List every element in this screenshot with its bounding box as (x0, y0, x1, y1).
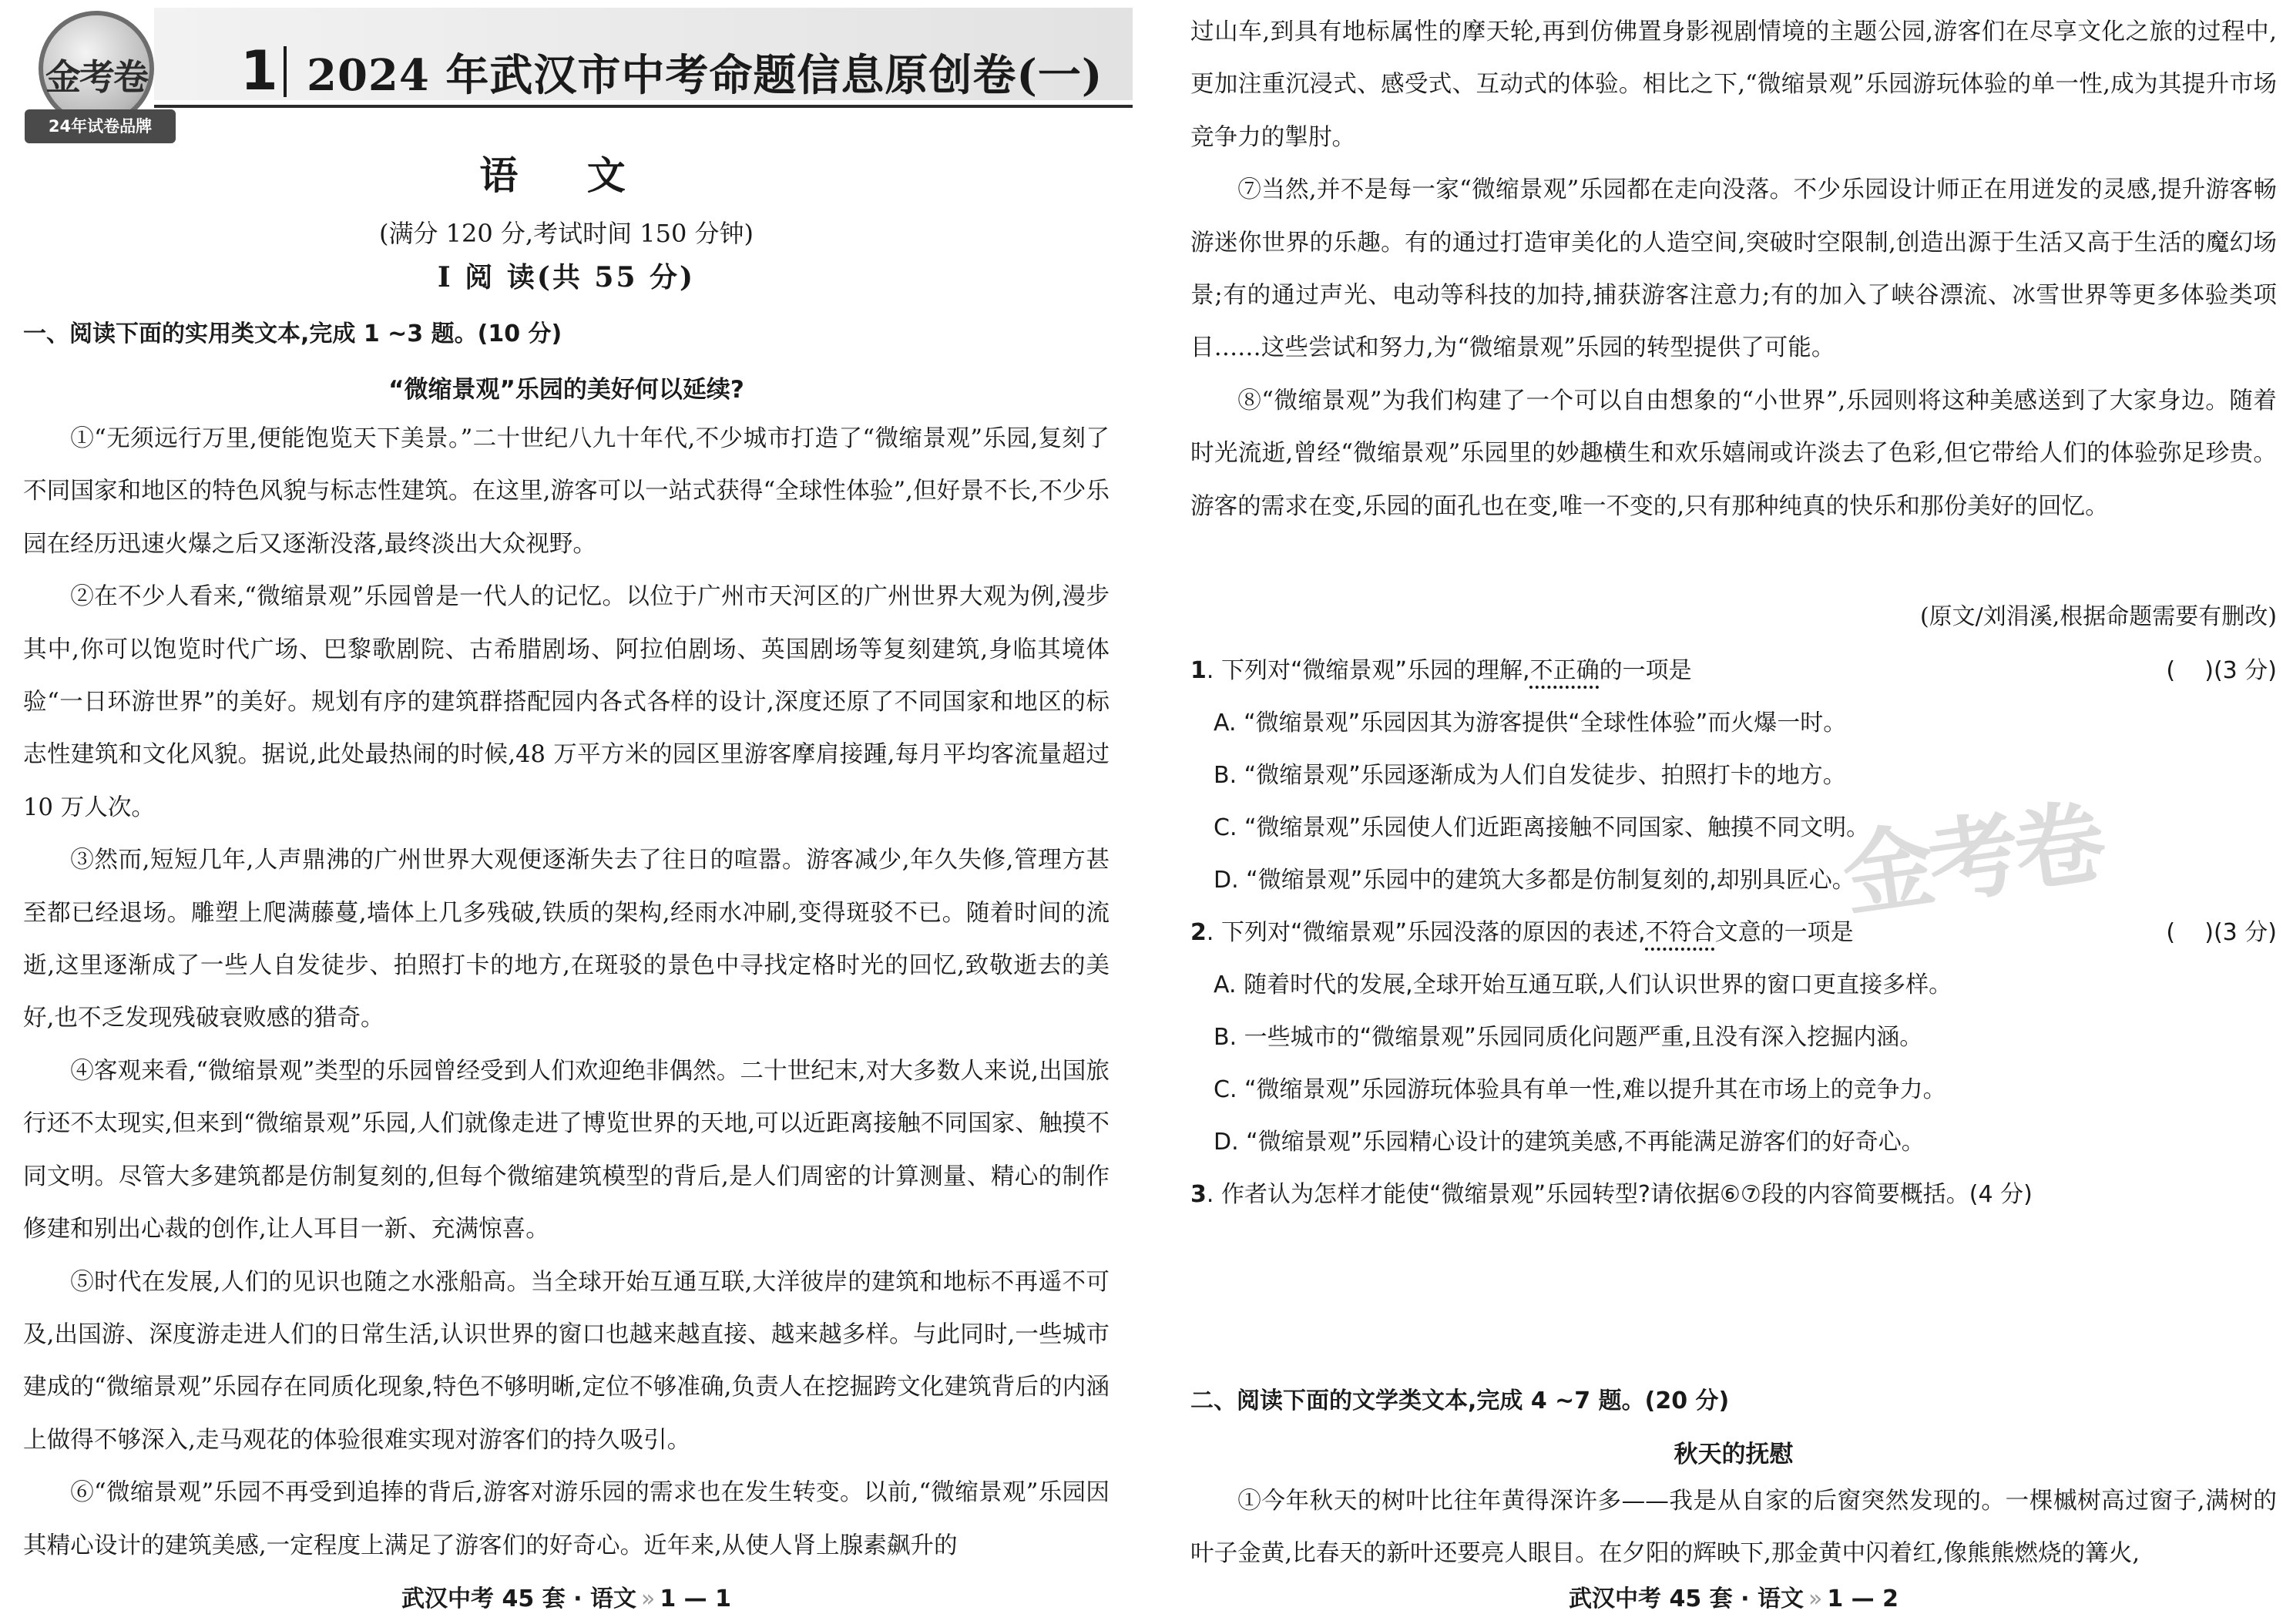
option-1b: B. “微缩景观”乐园逐渐成为人们自发徒步、拍照打卡的地方。 (1214, 762, 1846, 789)
article1-title: “微缩景观”乐园的美好何以延续? (388, 376, 744, 404)
answer-bracket[interactable]: ( )(3 分) (2166, 657, 2277, 684)
chevron-icon: » (640, 1585, 656, 1612)
section1-heading: 一、阅读下面的实用类文本,完成 1 ~3 题。(10 分) (23, 320, 562, 347)
emphasis-mark: 不正确 (1529, 657, 1600, 684)
answer-bracket[interactable]: ( )(3 分) (2166, 919, 2277, 946)
right-page (1190, 0, 2277, 1624)
option-1a: A. “微缩景观”乐园因其为游客提供“全球性体验”而火爆一时。 (1214, 710, 1847, 737)
paragraph-6-start: ⑥“微缩景观”乐园不再受到追捧的背后,游客对游乐园的需求也在发生转变。以前,“微缩景观”乐园因其精心设计的建筑美感,一定程度上满足了游客们的好奇心。近年来,从使人肾上腺素飙升的 (23, 1479, 1110, 1559)
footer-text: 武汉中考 45 套 · 语文 (1569, 1585, 1804, 1612)
paragraph-8: ⑧“微缩景观”为我们构建了一个可以自由想象的“小世界”,乐园则将这种美感送到了大家身边。随着时光流逝,曾经“微缩景观”乐园里的妙趣横生和欢乐嬉闹或许淡去了色彩,但它带给人们的体验弥足珍贵。游客的需求在变,乐园的面孔也在变,唯一不变的,只有那种纯真的快乐和那份美好的回忆。 (1190, 387, 2277, 520)
question-number: 1 (1190, 657, 1207, 684)
left-page (23, 0, 1110, 1624)
brand-logo (25, 11, 183, 142)
header-divider (284, 46, 287, 97)
question-1: 1. 下列对“微缩景观”乐园的理解,不正确的一项是 ( )(3 分) (1190, 651, 2277, 685)
article2-title: 秋天的抚慰 (1674, 1441, 1794, 1468)
question-number: 2 (1190, 919, 1207, 946)
footer-right (1190, 1579, 2277, 1613)
chevron-icon: » (1808, 1585, 1823, 1612)
option-2a: A. 随着时代的发展,全球开始互通互联,人们认识世界的窗口更直接多样。 (1214, 971, 1952, 998)
page-number: 1 — 2 (1827, 1585, 1899, 1612)
article1-body-left (23, 413, 1110, 1572)
paragraph-6-end: 过山车,到具有地标属性的摩天轮,再到仿佛置身影视剧情境的主题公园,游客们在尽享文化之旅的过程中,更加注重沉浸式、感受式、互动式的体验。相比之下,“微缩景观”乐园游玩体验的单一性,成为其提升市场竞争力的掣肘。 (1190, 18, 2277, 151)
paragraph-3: ③然而,短短几年,人声鼎沸的广州世界大观便逐渐失去了往日的喧嚣。游客减少,年久失修,管理方甚至都已经退场。雕塑上爬满藤蔓,墙体上几多残破,铁质的架构,经雨水冲刷,变得斑驳不已。随着时间的流逝,这里逐渐成了一些人自发徒步、拍照打卡的地方,在斑驳的景色中寻找定格时光的回忆,致敬逝去的美好,也不乏发现残破衰败感的猎奇。 (23, 847, 1110, 1032)
paper-title: 2024 年武汉市中考命题信息原创卷(一) (307, 50, 1103, 101)
logo-text: 金考卷 (45, 56, 147, 98)
section2-heading: 二、阅读下面的文学类文本,完成 4 ~7 题。(20 分) (1190, 1387, 1730, 1414)
paragraph-2: ②在不少人看来,“微缩景观”乐园曾是一代人的记忆。以位于广州市天河区的广州世界大观为例,漫步其中,你可以饱览时代广场、巴黎歌剧院、古希腊剧场、阿拉伯剧场、英国剧场等复刻建筑,身临其境体验“一日环游世界”的美好。规划有序的建筑群搭配园内各式各样的设计,深度还原了不同国家和地区的标志性建筑和文化风貌。据说,此处最热闹的时候,48 万平方米的园区里游客摩肩接踵,每月平均客流量超过 10 万人次。 (23, 583, 1110, 821)
subject-title: 语 文 (479, 153, 653, 198)
question-3: 3. 作者认为怎样才能使“微缩景观”乐园转型?请依据⑥⑦段的内容简要概括。(4 分) (1190, 1181, 2033, 1208)
source-note: (原文/刘涓溪,根据命题需要有删改) (1919, 603, 2277, 630)
paragraph-1: ①“无须远行万里,便能饱览天下美景。”二十世纪八九十年代,不少城市打造了“微缩景观”乐园,复刻了不同国家和地区的特色风貌与标志性建筑。在这里,游客可以一站式获得“全球性体验”,但好景不长,不少乐园在经历迅速火爆之后又逐渐没落,最终淡出大众视野。 (23, 425, 1110, 558)
question-2: 2. 下列对“微缩景观”乐园没落的原因的表述,不符合文意的一项是 ( )(3 分) (1190, 913, 2277, 947)
article1-body-right (1190, 6, 2277, 533)
option-1c: C. “微缩景观”乐园使人们近距离接触不同国家、触摸不同文明。 (1214, 814, 1870, 841)
paragraph-4: ④客观来看,“微缩景观”类型的乐园曾经受到人们欢迎绝非偶然。二十世纪末,对大多数人来说,出国旅行还不太现实,但来到“微缩景观”乐园,人们就像走进了博览世界的天地,可以近距离接触不同国家、触摸不同文明。尽管大多建筑都是仿制复刻的,但每个微缩建筑模型的背后,是人们周密的计算测量、精心的制作修建和别出心裁的创作,让人耳目一新、充满惊喜。 (23, 1057, 1110, 1243)
article2-body (1190, 1475, 2277, 1581)
header-rule (154, 105, 1133, 108)
story-paragraph-1: ①今年秋天的树叶比往年黄得深许多——我是从自家的后窗突然发现的。一棵槭树高过窗子,满树的叶子金黄,比春天的新叶还要亮人眼目。在夕阳的辉映下,那金黄中闪着红,像熊熊燃烧的篝火, (1190, 1488, 2277, 1568)
page-number: 1 — 1 (660, 1585, 731, 1612)
footer-left (23, 1579, 1110, 1613)
paragraph-5: ⑤时代在发展,人们的见识也随之水涨船高。当全球开始互通互联,大洋彼岸的建筑和地标不再遥不可及,出国游、深度游走进人们的日常生活,认识世界的窗口也越来越直接、越来越多样。与此同时,一些城市建成的“微缩景观”乐园存在同质化现象,特色不够明晰,定位不够准确,负责人在挖掘跨文化建筑背后的内涵上做得不够深入,走马观花的体验很难实现对游客们的持久吸引。 (23, 1268, 1110, 1454)
question-number: 3 (1190, 1181, 1207, 1208)
option-2b: B. 一些城市的“微缩景观”乐园同质化问题严重,且没有深入挖掘内涵。 (1214, 1024, 1923, 1051)
option-2d: D. “微缩景观”乐园精心设计的建筑美感,不再能满足游客们的好奇心。 (1214, 1129, 1925, 1156)
logo-ribbon: 24年试卷品牌 (25, 109, 176, 143)
footer-text: 武汉中考 45 套 · 语文 (401, 1585, 636, 1612)
paragraph-7: ⑦当然,并不是每一家“微缩景观”乐园都在走向没落。不少乐园设计师正在用迸发的灵感,提升游客畅游迷你世界的乐趣。有的通过打造审美化的人造空间,突破时空限制,创造出源于生活又高于生活的魔幻场景;有的通过声光、电动等科技的加持,捕获游客注意力;有的加入了峡谷漂流、冰雪世界等更多体验类项目……这些尝试和努力,为“微缩景观”乐园的转型提供了可能。 (1190, 176, 2277, 362)
answer-area-q3[interactable] (1190, 1217, 2277, 1356)
option-1d: D. “微缩景观”乐园中的建筑大多都是仿制复刻的,却别具匠心。 (1214, 867, 1855, 894)
emphasis-mark: 不符合 (1645, 919, 1715, 946)
paper-number: 1 (240, 39, 278, 102)
option-2c: C. “微缩景观”乐园游玩体验具有单一性,难以提升其在市场上的竞争力。 (1214, 1076, 1946, 1103)
watermark: 金考卷 (1836, 787, 2108, 930)
score-info: (满分 120 分,考试时间 150 分钟) (379, 219, 754, 248)
part-title: Ⅰ 阅 读(共 55 分) (437, 261, 696, 294)
